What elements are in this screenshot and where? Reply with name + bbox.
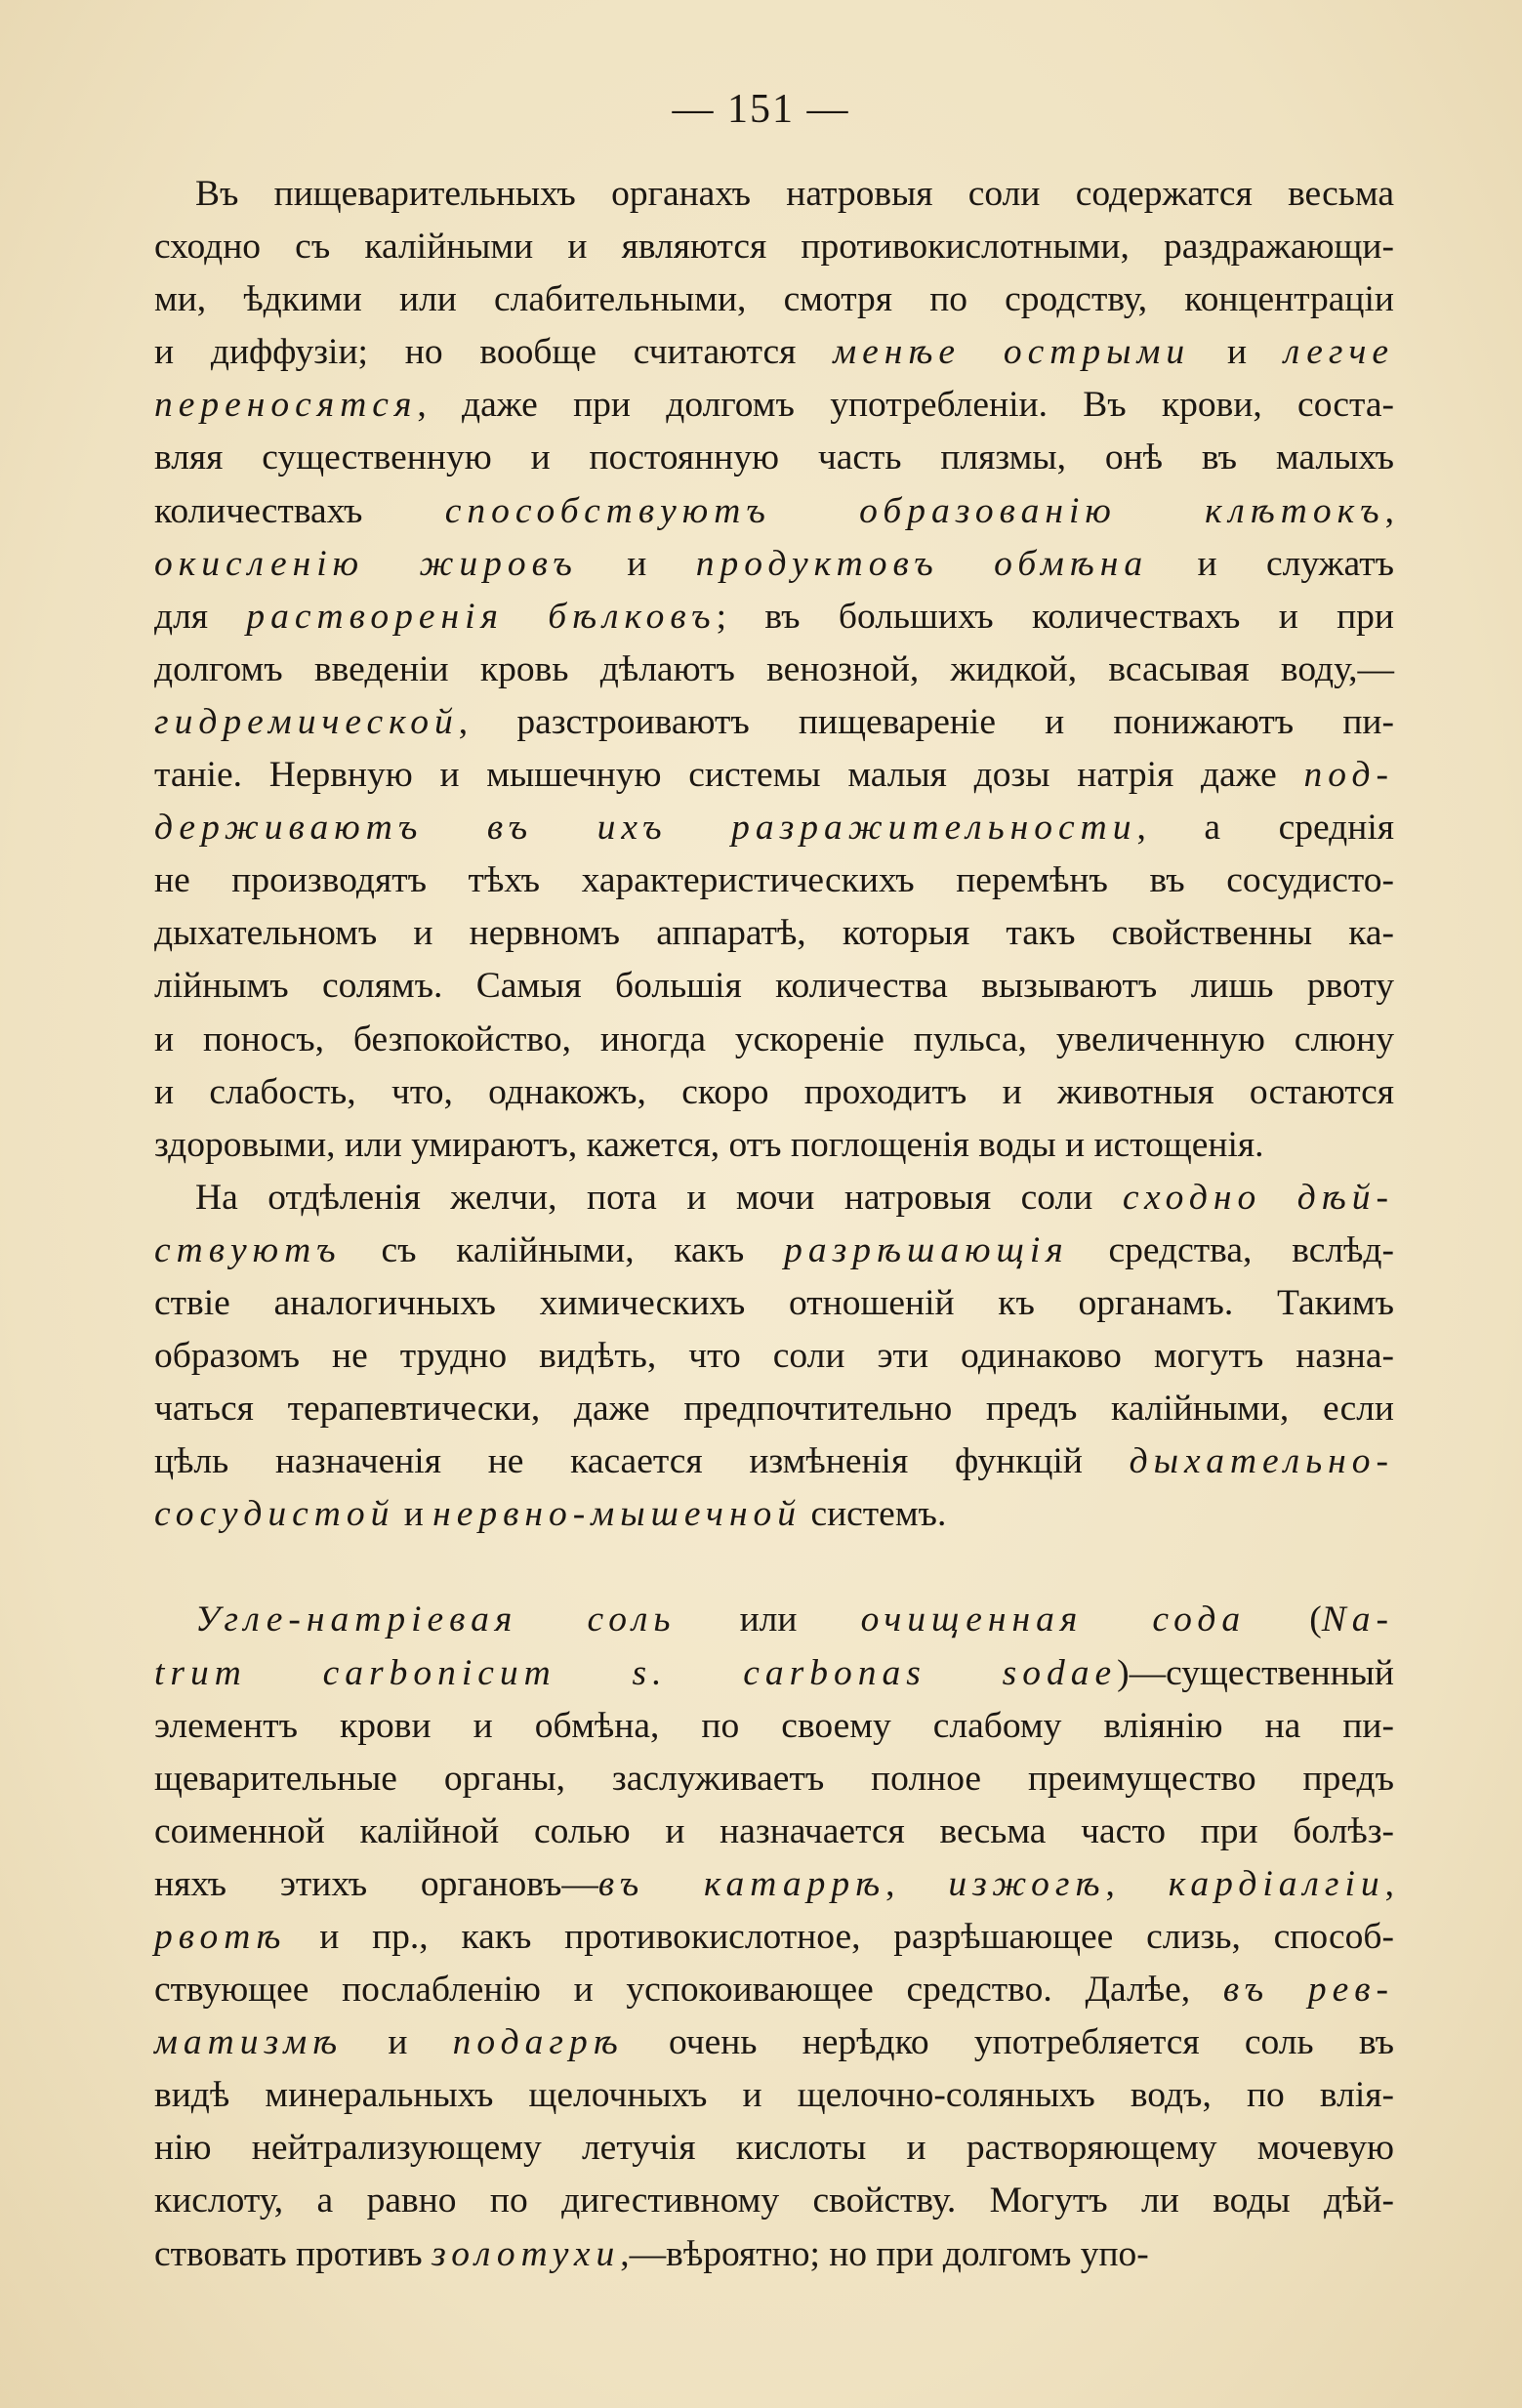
text-line xyxy=(154,644,1394,696)
text-run: ствовать противъ xyxy=(154,2233,432,2274)
text-run: няхъ этихъ органовъ— xyxy=(154,1863,598,1904)
spaced-emphasis: сосудистой xyxy=(154,1494,395,1535)
paragraph-gap xyxy=(154,1541,1394,1594)
text-line xyxy=(154,1964,1394,2016)
text-line xyxy=(154,1594,1394,1646)
text-run: элементъ крови и обмѣна, по своему слабому вліянію на пи- xyxy=(154,1705,1394,1746)
text-run: не производятъ тѣхъ характеристическихъ перемѣнъ въ сосудисто- xyxy=(154,860,1394,901)
text-run: , xyxy=(1384,1863,1395,1904)
spaced-emphasis: очищенная сода xyxy=(860,1599,1247,1640)
spaced-emphasis: держиваютъ въ ихъ разражительности xyxy=(154,808,1137,849)
text-run: для xyxy=(154,596,247,637)
text-run: и диффузіи; но вообще считаются xyxy=(154,332,834,373)
text-run: На отдѣленія желчи, пота и мочи натровыя соли xyxy=(195,1177,1123,1218)
text-run: здоровыми, или умираютъ, кажется, отъ поглощенія воды и истощенія. xyxy=(154,1124,1264,1165)
text-line xyxy=(154,221,1394,273)
text-run: долгомъ введеніи кровь дѣлаютъ венозной, жидкой, всасывая воду,— xyxy=(154,648,1394,689)
text-run: и служатъ xyxy=(1148,543,1394,584)
text-run: лійнымъ солямъ. Самыя большія количества вызываютъ лишь рвоту xyxy=(154,966,1394,1007)
text-line xyxy=(154,1858,1394,1911)
spaced-emphasis: сходно дѣй- xyxy=(1122,1177,1394,1218)
text-run: нію нейтрализующему летучія кислоты и растворяющему мочевую xyxy=(154,2128,1394,2169)
text-line xyxy=(154,2228,1394,2281)
text-line xyxy=(154,1225,1394,1277)
text-line xyxy=(154,485,1394,538)
text-run: , xyxy=(1384,490,1394,531)
spaced-emphasis: въ рев- xyxy=(1222,1970,1394,2011)
text-line xyxy=(154,1753,1394,1806)
text-line xyxy=(154,273,1394,326)
text-line xyxy=(154,1014,1394,1066)
text-run: очень нерѣдко употребляется соль въ xyxy=(623,2022,1394,2063)
spaced-emphasis: Na- xyxy=(1321,1599,1395,1640)
text-line xyxy=(154,1119,1394,1172)
text-run: щеварительные органы, заслуживаетъ полное преимущество предъ xyxy=(154,1758,1394,1799)
spaced-emphasis: окисленію жировъ xyxy=(154,543,578,584)
text-line xyxy=(154,1066,1394,1119)
spaced-emphasis: кардіалгіи xyxy=(1168,1863,1385,1904)
paragraph xyxy=(154,168,1394,1172)
text-line xyxy=(154,1330,1394,1383)
text-line xyxy=(154,591,1394,644)
text-run: ствіе аналогичныхъ химическихъ отношеній къ органамъ. Такимъ xyxy=(154,1282,1394,1323)
text-run: ; въ большихъ количествахъ и при xyxy=(716,596,1394,637)
spaced-emphasis: изжогѣ xyxy=(948,1863,1106,1904)
text-run: , даже при долгомъ употребленіи. Въ крови, соста- xyxy=(417,385,1394,426)
spaced-emphasis: золотухи xyxy=(432,2233,621,2274)
text-line xyxy=(154,168,1394,221)
text-line xyxy=(154,960,1394,1013)
text-run: и xyxy=(343,2022,453,2063)
body-text xyxy=(154,168,1394,2281)
text-line xyxy=(154,1488,1394,1541)
text-run: сходно съ калійными и являются противокислотными, раздражающи- xyxy=(154,227,1394,268)
text-line xyxy=(154,379,1394,432)
text-run: чаться терапевтически, даже предпочтительно предъ калійными, если xyxy=(154,1389,1394,1430)
text-line xyxy=(154,2069,1394,2122)
spaced-emphasis: гидремической xyxy=(154,701,459,742)
spaced-emphasis: менѣе острыми xyxy=(833,332,1191,373)
text-line xyxy=(154,1647,1394,1700)
text-run: ,—вѣроятно; но при долгомъ упо- xyxy=(620,2233,1149,2274)
text-run: видѣ минеральныхъ щелочныхъ и щелочно-соляныхъ водъ, по влія- xyxy=(154,2075,1394,2116)
text-run: Въ пищеварительныхъ органахъ натровыя соли содержатся весьма xyxy=(195,174,1394,214)
text-run: количествахъ xyxy=(154,490,445,531)
spaced-emphasis: нервно-мышечной xyxy=(432,1494,802,1535)
text-line xyxy=(154,749,1394,802)
text-line xyxy=(154,432,1394,484)
text-line xyxy=(154,1172,1394,1225)
text-run: и пр., какъ противокислотное, разрѣшающее слизь, способ- xyxy=(286,1917,1394,1957)
paragraph xyxy=(154,1594,1394,2280)
spaced-emphasis: под- xyxy=(1303,755,1394,796)
spaced-emphasis: продуктовъ обмѣна xyxy=(695,543,1149,584)
text-run: или xyxy=(676,1599,861,1640)
spaced-emphasis: переносятся xyxy=(154,385,418,426)
text-run: средства, вслѣд- xyxy=(1068,1229,1394,1270)
spaced-emphasis: ствуютъ xyxy=(154,1229,342,1270)
text-run: цѣль назначенія не касается измѣненія функцій xyxy=(154,1441,1130,1482)
text-line xyxy=(154,1700,1394,1753)
text-run: ми, ѣдкими или слабительными, смотря по сродству, концентраціи xyxy=(154,279,1394,320)
text-run: , xyxy=(1105,1863,1169,1904)
spaced-emphasis: въ катаррѣ xyxy=(597,1863,886,1904)
text-run: и слабость, что, однакожъ, скоро проходитъ и животныя остаются xyxy=(154,1071,1394,1112)
paragraph xyxy=(154,1172,1394,1542)
text-run: системъ. xyxy=(802,1494,947,1535)
spaced-emphasis: trum carbonicum s. carbonas sodae xyxy=(154,1652,1118,1693)
text-line xyxy=(154,1435,1394,1488)
text-run: , разстроиваютъ пищевареніе и понижаютъ пи- xyxy=(458,701,1394,742)
text-run: съ калійными, какъ xyxy=(341,1229,785,1270)
text-run: дыхательномъ и нервномъ аппаратѣ, которыя такъ свойственны ка- xyxy=(154,913,1394,954)
text-line xyxy=(154,1911,1394,1964)
text-run: и поносъ, безпокойство, иногда ускореніе пульса, увеличенную слюну xyxy=(154,1018,1394,1059)
text-line xyxy=(154,696,1394,749)
text-run: и xyxy=(1190,332,1284,373)
spaced-emphasis: легче xyxy=(1283,332,1394,373)
text-run: ствующее послабленію и успокоивающее средство. Далѣе, xyxy=(154,1970,1223,2011)
spaced-emphasis: матизмѣ xyxy=(154,2022,344,2063)
text-run: )—существенный xyxy=(1117,1652,1394,1693)
text-run: и xyxy=(577,543,696,584)
text-line xyxy=(154,802,1394,854)
spaced-emphasis: дыхательно- xyxy=(1129,1441,1394,1482)
text-line xyxy=(154,2122,1394,2175)
spaced-emphasis: способствуютъ образованію клѣтокъ xyxy=(444,490,1385,531)
text-line xyxy=(154,1277,1394,1330)
text-run: и xyxy=(394,1494,433,1535)
spaced-emphasis: Угле-натріевая соль xyxy=(195,1599,677,1640)
spaced-emphasis: подагрѣ xyxy=(452,2022,624,2063)
text-run: таніе. Нервную и мышечную системы малыя дозы натрія даже xyxy=(154,755,1304,796)
text-run: , xyxy=(885,1863,949,1904)
text-run: ( xyxy=(1246,1599,1322,1640)
text-line xyxy=(154,854,1394,907)
text-line xyxy=(154,326,1394,379)
text-line xyxy=(154,2016,1394,2069)
text-line xyxy=(154,1806,1394,1858)
text-run: кислоту, а равно по дигестивному свойству. Могутъ ли воды дѣй- xyxy=(154,2180,1394,2221)
text-run: соименной калійной солью и назначается весьма часто при болѣз- xyxy=(154,1810,1394,1851)
text-run: , а среднія xyxy=(1136,808,1394,849)
text-run: вляя существенную и постоянную часть плязмы, онѣ въ малыхъ xyxy=(154,437,1394,478)
page-number: — 151 — xyxy=(672,87,850,132)
spaced-emphasis: рвотѣ xyxy=(154,1917,287,1957)
text-run: образомъ не трудно видѣть, что соли эти одинаково могутъ назна- xyxy=(154,1336,1394,1377)
text-line xyxy=(154,1383,1394,1435)
text-line xyxy=(154,538,1394,591)
text-line xyxy=(154,907,1394,960)
spaced-emphasis: разрѣшающія xyxy=(784,1229,1069,1270)
spaced-emphasis: растворенія бѣлковъ xyxy=(246,596,717,637)
text-line xyxy=(154,2175,1394,2227)
